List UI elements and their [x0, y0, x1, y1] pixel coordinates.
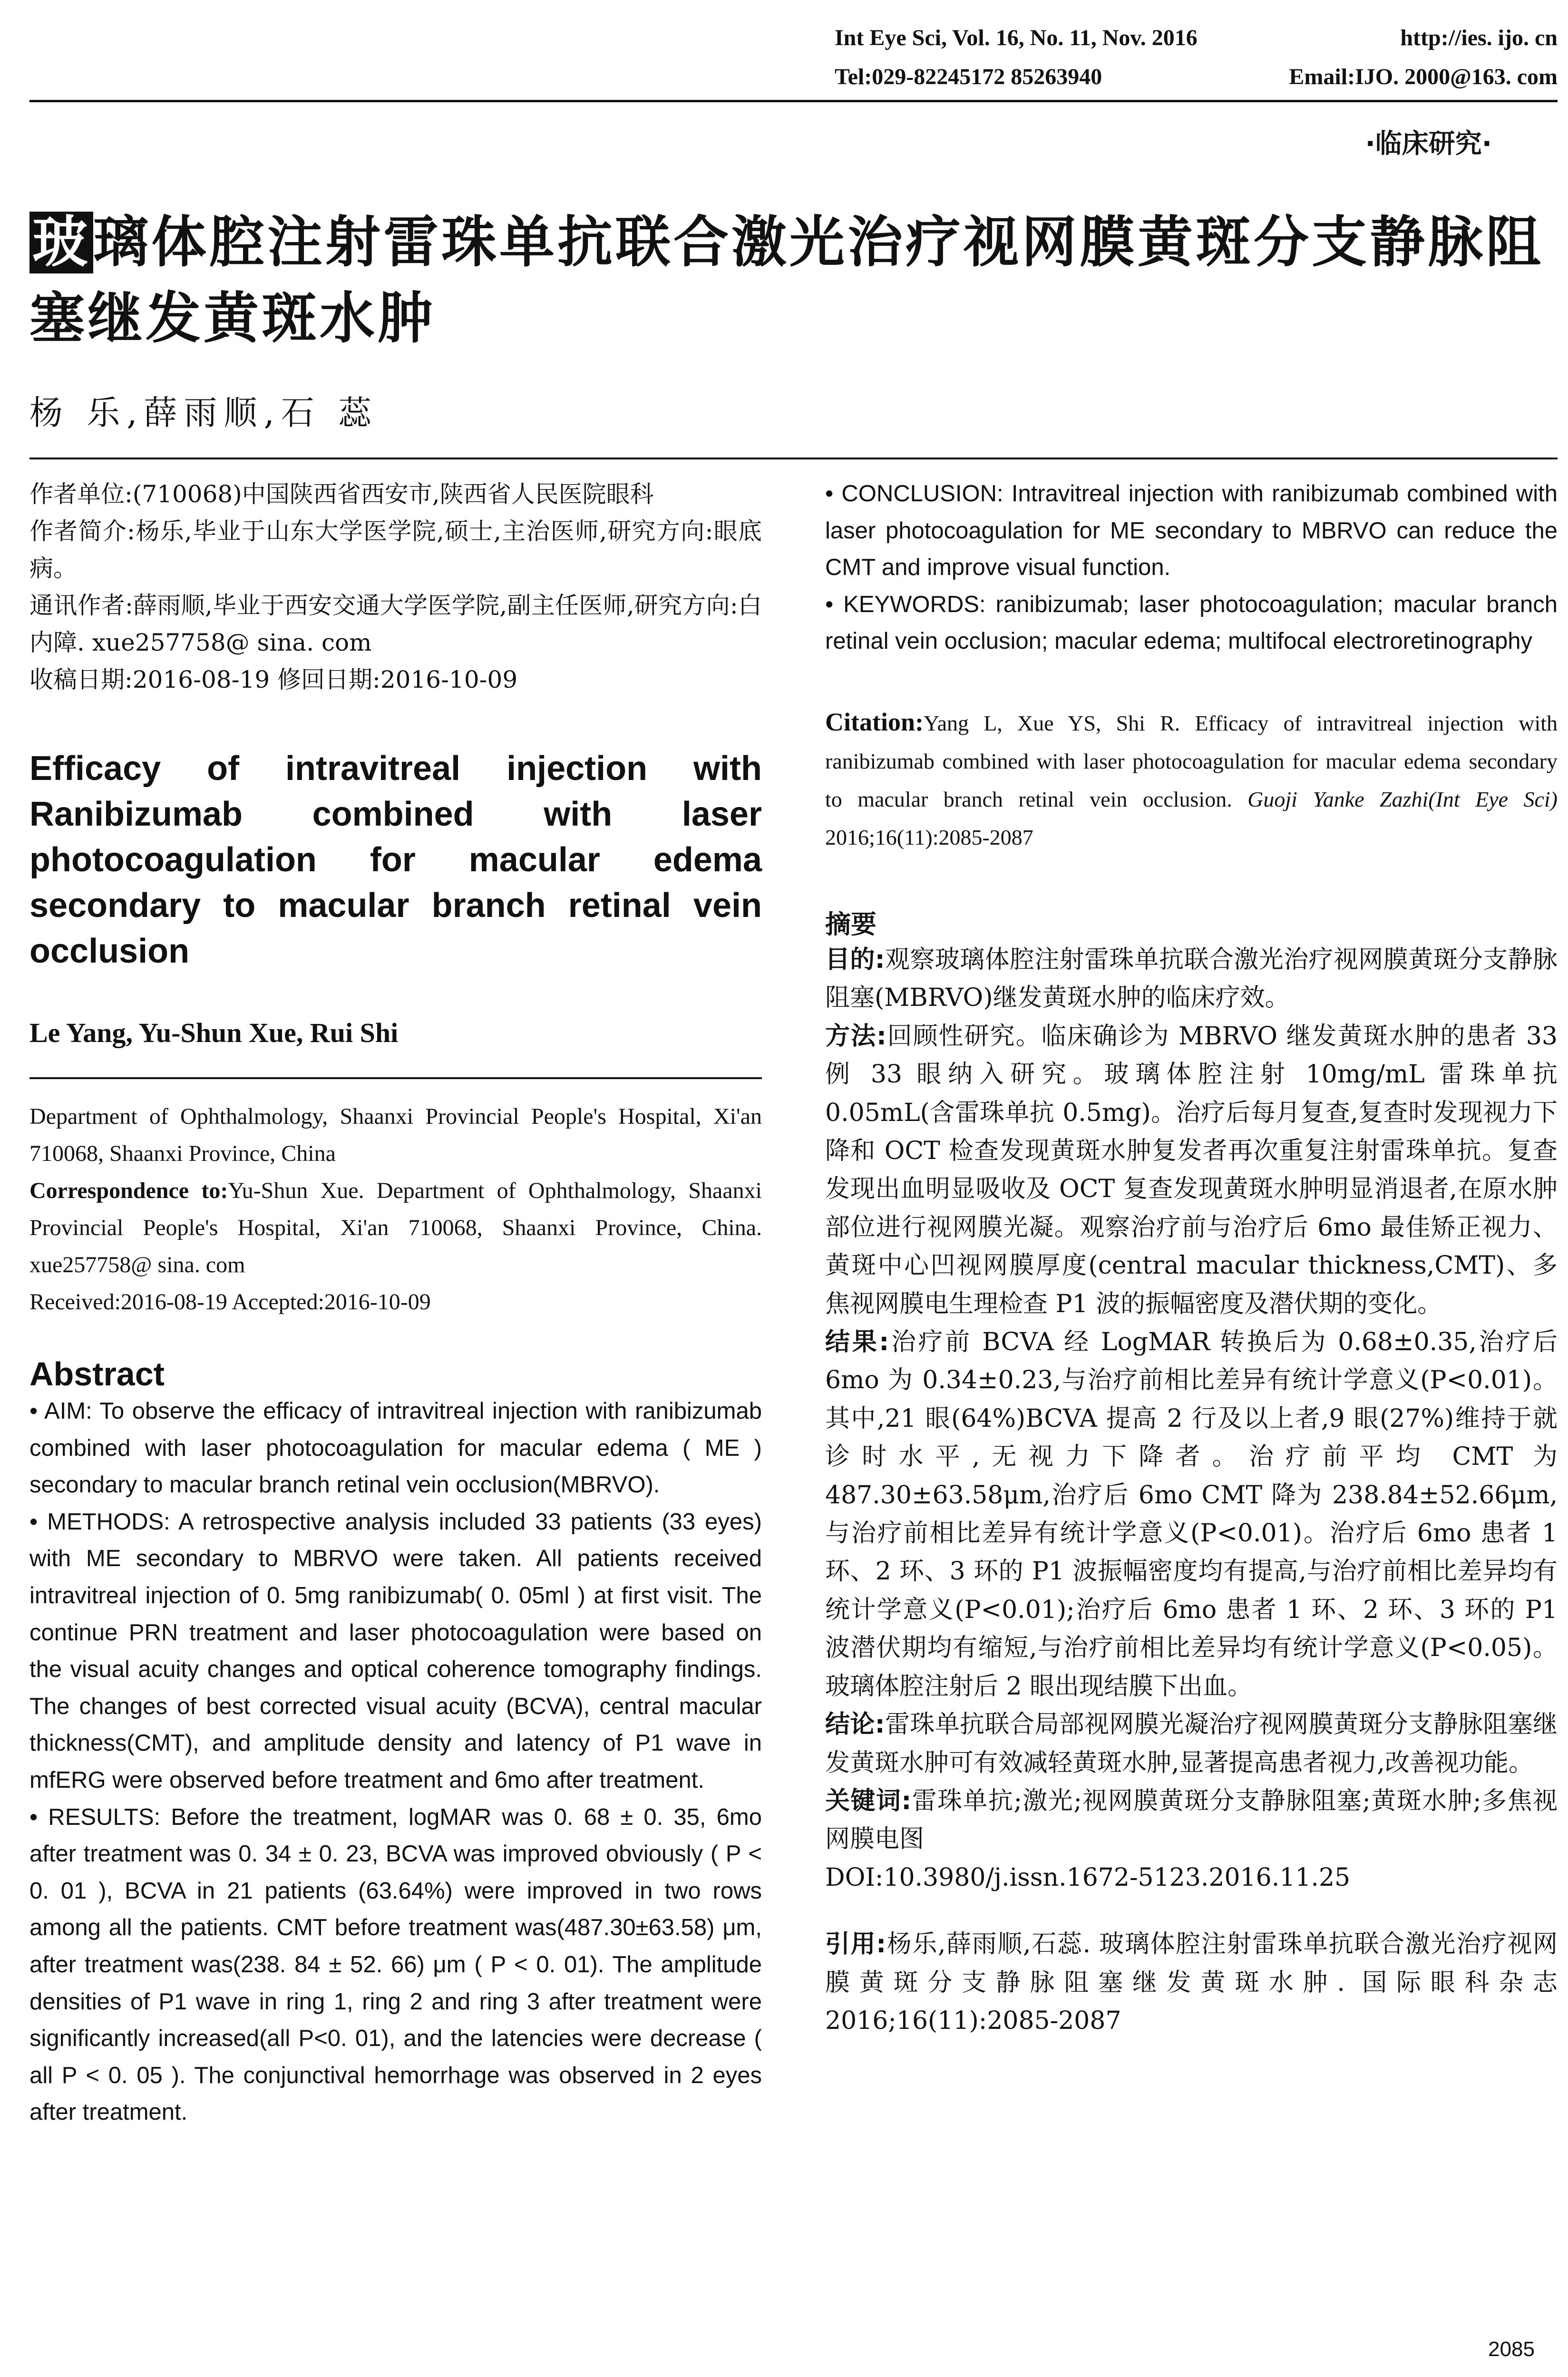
results-text: 治疗前 BCVA 经 LogMAR 转换后为 0.68±0.35,治疗后 6mo 为 0.34±0.23,与治疗前相比差异有统计学意义(P<0.01)。其中,21 眼(64%)BCVA 提高 2 行及以上者,9 眼(27%)维持于就诊时水平,无视力下降者。治疗前平均 CMT 为 487.30±63.58μm,治疗后 6mo CMT 降为 238.84±52.66μm,与治疗前相比差异有统计学意义(P<0.01)。治疗后 6mo 患者 1 环、2 环、3 环的 P1 波振幅密度均有提高,与治疗前相比差异均有统计学意义(P<0.01);治疗后 6mo 患者 1 环、2 环、3 环的 P1 波潜伏期均有缩短,与治疗前相比差异均有统计学意义(P<0.05)。玻璃体腔注射后 2 眼出现结膜下出血。 [825, 1328, 1558, 1701]
header-line-1 [835, 25, 1558, 51]
chinese-abstract-conclusion [825, 1705, 1558, 1782]
conclusion-label: 结论: [825, 1710, 885, 1739]
section-tag: ·临床研究· [1365, 128, 1492, 159]
affiliation-dates: Received:2016-08-19 Accepted:2016-10-09 [29, 1289, 431, 1315]
abstract-results: • RESULTS: Before the treatment, logMAR was 0. 68 ± 0. 35, 6mo after treatment was 0. 34 ± 0. 23, BCVA was improved obviously ( P < 0. 01 ), BCVA in 21 patients (63.64%) were improved in two rows among all the patients. CMT before treatment was(487.30±63.58) μm, after treatment was(238. 84 ± 52. 66) μm ( P < 0. 01). The amplitude densities of P1 wave in ring 1, ring 2 and ring 3 after treatment were significantly increased(all P<0. 01), and the latencies were decrease ( all P < 0. 05 ). The conjunctival hemorrhage was observed in 2 eyes after treatment. [29, 1804, 762, 2125]
journal-info: Int Eye Sci, Vol. 16, No. 11, Nov. 2016 [835, 25, 1198, 50]
affiliation-correspondence [29, 1172, 762, 1284]
chinese-abstract-methods [825, 1017, 1558, 1323]
citation-english [825, 703, 1558, 857]
journal-website: http://ies. ijo. cn [1400, 25, 1558, 50]
conclusion-text: 雷珠单抗联合局部视网膜光凝治疗视网膜黄斑分支静脉阻塞继发黄斑水肿可有效减轻黄斑水肿,显著提高患者视力,改善视功能。 [825, 1710, 1558, 1777]
methods-text: 回顾性研究。临床确诊为 MBRVO 继发黄斑水肿的患者 33 例 33 眼纳入研究。玻璃体腔注射 10mg/mL 雷珠单抗 0.05mL(含雷珠单抗 0.5mg)。治疗后每月复查,复查时发现视力下降和 OCT 检查发现黄斑水肿复发者再次重复注射雷珠单抗。复查发现出血明显吸收及 OCT 复查发现黄斑水肿明显消退者,在原水肿部位进行视网膜光凝。观察治疗前与治疗后 6mo 最佳矫正视力、黄斑中心凹视网膜厚度(central macular thickness,CMT)、多焦视网膜电生理检查 P1 波的振幅密度及潜伏期的变化。 [825, 1022, 1558, 1318]
correspondence-text: Yu-Shun Xue. Department of Ophthalmology, Shaanxi Provincial People's Hospital, Xi'an 710068, Shaanxi Province, China. xue257758@ sina. com [29, 1178, 762, 1277]
keywords-label: 关键词: [825, 1786, 912, 1815]
header-line-2 [835, 64, 1558, 90]
author-dates: 收稿日期:2016-08-19 修回日期:2016-10-09 [29, 666, 518, 693]
correspondence-label: Correspondence to: [29, 1178, 228, 1203]
citation-text: Yang L, Xue YS, Shi R. Efficacy of intravitreal injection with ranibizumab combined with laser photocoagulation for macular edema secondary to macular branch retinal vein occlusion. [825, 711, 1558, 811]
english-title: Efficacy of intravitreal injection with Ranibizumab combined with laser photocoagulation for macular edema secondary to macular branch retinal vein occlusion [29, 750, 762, 970]
abstract-heading: Abstract [29, 1355, 165, 1393]
english-authors: Le Yang, Yu-Shun Xue, Rui Shi [29, 1017, 399, 1048]
citation-ref: 2016;16(11):2085-2087 [825, 825, 1033, 849]
author-unit: 作者单位:(710068)中国陕西省西安市,陕西省人民医院眼科 [29, 480, 654, 508]
journal-email: Email:IJO. 2000@163. com [1289, 64, 1558, 89]
title-first-char: 玻 [29, 212, 93, 273]
chinese-authors: 杨 乐,薛雨顺,石 蕊 [29, 393, 379, 432]
header-rule [29, 100, 1558, 102]
page-number: 2085 [1488, 2338, 1535, 2361]
citation-label: Citation: [825, 707, 924, 736]
chinese-abstract-heading: 摘要 [825, 909, 877, 939]
author-correspondence: 通讯作者:薛雨顺,毕业于西安交通大学医学院,副主任医师,研究方向:白内障. xue257758@ sina. com [29, 592, 762, 656]
abstract-keywords: • KEYWORDS: ranibizumab; laser photocoagulation; macular branch retinal vein occlusion; macular edema; multifocal electroretinography [825, 591, 1558, 654]
methods-label: 方法: [825, 1022, 886, 1051]
chinese-abstract-results [825, 1323, 1558, 1705]
chinese-title [29, 205, 1558, 357]
aim-label: 目的: [825, 945, 885, 974]
affiliation-department: Department of Ophthalmology, Shaanxi Provincial People's Hospital, Xi'an 710068, Shaanxi Province, China [29, 1104, 762, 1166]
title-rule [29, 458, 1558, 459]
chinese-abstract-aim [825, 941, 1558, 1017]
author-bio: 作者简介:杨乐,毕业于山东大学医学院,硕士,主治医师,研究方向:眼底病。 [29, 517, 762, 582]
citation-chinese [825, 1925, 1558, 2040]
citation-cn-text: 杨乐,薛雨顺,石蕊. 玻璃体腔注射雷珠单抗联合激光治疗视网膜黄斑分支静脉阻塞继发黄斑水肿. 国际眼科杂志 2016;16(11):2085-2087 [825, 1930, 1558, 2035]
abstract-aim: • AIM: To observe the efficacy of intravitreal injection with ranibizumab combined with laser photocoagulation for macular edema ( ME ) secondary to macular branch retinal vein occlusion(MBRVO). [29, 1398, 762, 1498]
left-column [29, 476, 762, 2131]
doi: DOI:10.3980/j.issn.1672-5123.2016.11.25 [825, 1863, 1351, 1892]
citation-cn-label: 引用: [825, 1930, 886, 1959]
chinese-abstract-keywords [825, 1782, 1558, 1859]
right-column [825, 476, 1558, 2040]
journal-tel: Tel:029-82245172 85263940 [835, 64, 1102, 89]
results-label: 结果: [825, 1328, 889, 1357]
keywords-text: 雷珠单抗;激光;视网膜黄斑分支静脉阻塞;黄斑水肿;多焦视网膜电图 [825, 1786, 1558, 1854]
aim-text: 观察玻璃体腔注射雷珠单抗联合激光治疗视网膜黄斑分支静脉阻塞(MBRVO)继发黄斑水肿的临床疗效。 [825, 945, 1558, 1013]
abstract-conclusion: • CONCLUSION: Intravitreal injection with ranibizumab combined with laser photocoagulation for ME secondary to MBRVO can reduce the CMT and improve visual function. [825, 481, 1558, 581]
citation-journal: Guoji Yanke Zazhi(Int Eye Sci) [1247, 787, 1558, 811]
title-rest: 璃体腔注射雷珠单抗联合激光治疗视网膜黄斑分支静脉阻塞继发黄斑水肿 [29, 210, 1544, 351]
abstract-methods: • METHODS: A retrospective analysis included 33 patients (33 eyes) with ME secondary to MBRVO were taken. All patients received intravitreal injection of 0. 5mg ranibizumab( 0. 05ml ) at first visit. The continue PRN treatment and laser photocoagulation were based on the visual acuity changes and optical coherence tomography findings. The changes of best corrected visual acuity (BCVA), central macular thickness(CMT), and amplitude density and latency of P1 wave in mfERG were observed before treatment and 6mo after treatment. [29, 1509, 762, 1793]
